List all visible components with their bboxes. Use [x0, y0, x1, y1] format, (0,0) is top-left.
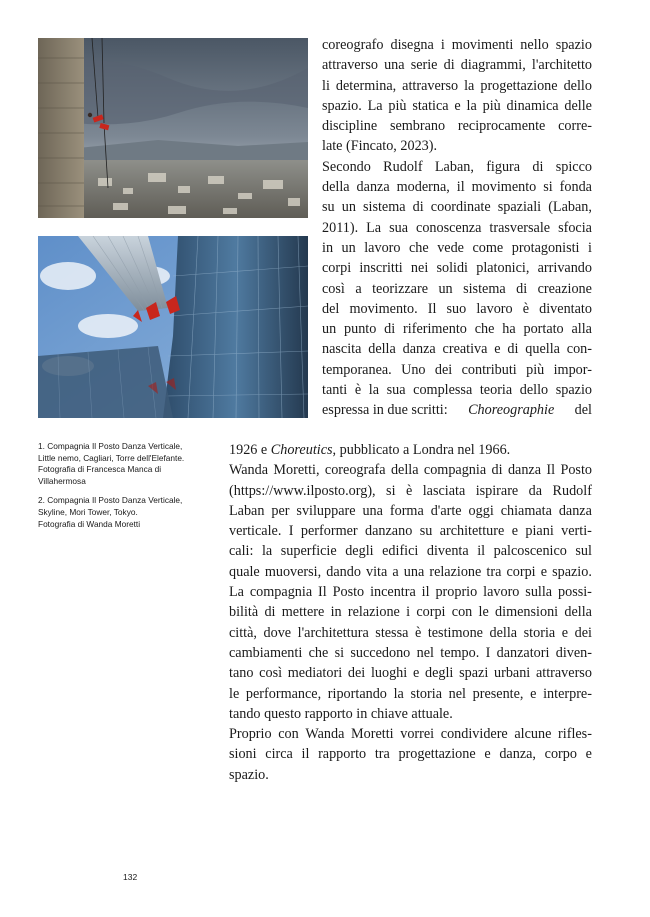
text-line-with-italic	[229, 440, 592, 460]
text-segment: 1926 e	[229, 442, 271, 458]
text-line: così a teorizzare un sistema di creazione	[322, 280, 592, 297]
text-line: nascita della danza creativa e di quella con-	[322, 341, 592, 358]
text-line: discipline sembrano reciprocamente corre-	[322, 118, 592, 135]
text-line: late (Fincato, 2023).	[322, 138, 438, 155]
text-line: verticale. I performer danzano su architetture e piani verti-	[229, 523, 592, 540]
figure-2-photo	[38, 236, 308, 418]
caption-line: Villahermosa	[38, 475, 86, 486]
text-line: del movimento. Il suo lavoro è diventato	[322, 300, 592, 317]
text-line: Proprio con Wanda Moretti vorrei condividere alcune rifles-	[229, 726, 592, 743]
text-segment: espressa in due scritti:	[322, 402, 448, 419]
text-line: un punto di riferimento che ha portato alla	[322, 321, 592, 338]
text-line: in un lavoro che vede come protagonisti i	[322, 239, 592, 256]
italic-title: Choreutics	[270, 442, 333, 458]
text-line: La compagnia Il Posto incentra il proprio lavoro sulla possi-	[229, 584, 592, 601]
text-line: temporanea. Uno dei contributi più impor-	[322, 361, 592, 378]
figure-1-photo	[38, 38, 308, 218]
text-line: città, dove l'architettura stessa è testimone della storia e dei	[229, 624, 592, 641]
text-line: Wanda Moretti, coreografa della compagnia di danza Il Posto	[229, 462, 592, 479]
caption-line: Skyline, Mori Tower, Tokyo.	[38, 506, 138, 517]
text-line: Laban per sviluppare una forma d'arte oggi chiamata danza	[229, 502, 592, 519]
text-line: attraverso una serie di diagrammi, l'architetto	[322, 57, 592, 74]
text-line: tando questo rapporto in chiave attuale.	[229, 705, 453, 722]
text-line-with-italic	[322, 400, 592, 420]
text-line: tano così mediatori dei luoghi e degli spazi urbani attraverso	[229, 665, 592, 682]
text-line: le performance, riportando la storia nel presente, e interpre-	[229, 685, 592, 702]
text-line: (https://www.ilposto.org), si è lasciata ispirare da Rudolf	[229, 482, 592, 499]
text-line: della danza moderna, il movimento si fonda	[322, 179, 592, 196]
right-column-text	[322, 35, 592, 421]
figure-captions	[38, 441, 218, 538]
figure-1-caption	[38, 441, 218, 487]
text-line: 2011). La sua conoscenza trasversale sfocia	[322, 219, 592, 236]
text-line: li determina, attraverso la progettazione dello	[322, 77, 592, 94]
text-line: bilità di mettere in relazione i corpi con le dimensioni della	[229, 604, 592, 621]
text-line: sioni circa il rapporto tra progettazione e danza, corpo e	[229, 746, 592, 763]
text-line: spazio. La più statica e la più dinamica delle	[322, 97, 592, 114]
text-line: su un sistema di coordinate spaziali (Laban,	[322, 199, 592, 216]
text-line: quale muoversi, dando vita a una relazione tra corpi e spazio.	[229, 563, 592, 580]
caption-line: Little nemo, Cagliari, Torre dell'Elefante.	[38, 452, 185, 463]
text-segment: , pubblicato a Londra nel 1966.	[332, 442, 511, 458]
text-line: cambiamenti che si succedono nel tempo. I danzatori diven-	[229, 644, 592, 661]
text-line: cali: la superficie degli edifici diventa il palcoscenico sul	[229, 543, 592, 560]
caption-line: Fotografia di Francesca Manca di	[38, 464, 162, 475]
italic-title: Choreographie	[468, 402, 555, 419]
text-line: coreografo disegna i movimenti nello spazio	[322, 37, 592, 53]
caption-line: 2. Compagnia Il Posto Danza Verticale,	[38, 495, 183, 506]
text-line: corpi inscritti nei solidi platonici, arrivando	[322, 260, 592, 277]
caption-line: 1. Compagnia Il Posto Danza Verticale,	[38, 441, 183, 451]
text-line: spazio.	[229, 766, 269, 783]
text-line: Secondo Rudolf Laban, figura di spicco	[322, 158, 592, 175]
text-segment: del	[574, 402, 592, 419]
page-number: 132	[123, 872, 138, 882]
main-column-text	[229, 440, 592, 785]
figure-2-caption	[38, 495, 218, 530]
caption-line: Fotografia di Wanda Moretti	[38, 518, 141, 529]
text-line: tanti è la sua complessa teoria dello spazio	[322, 382, 592, 399]
